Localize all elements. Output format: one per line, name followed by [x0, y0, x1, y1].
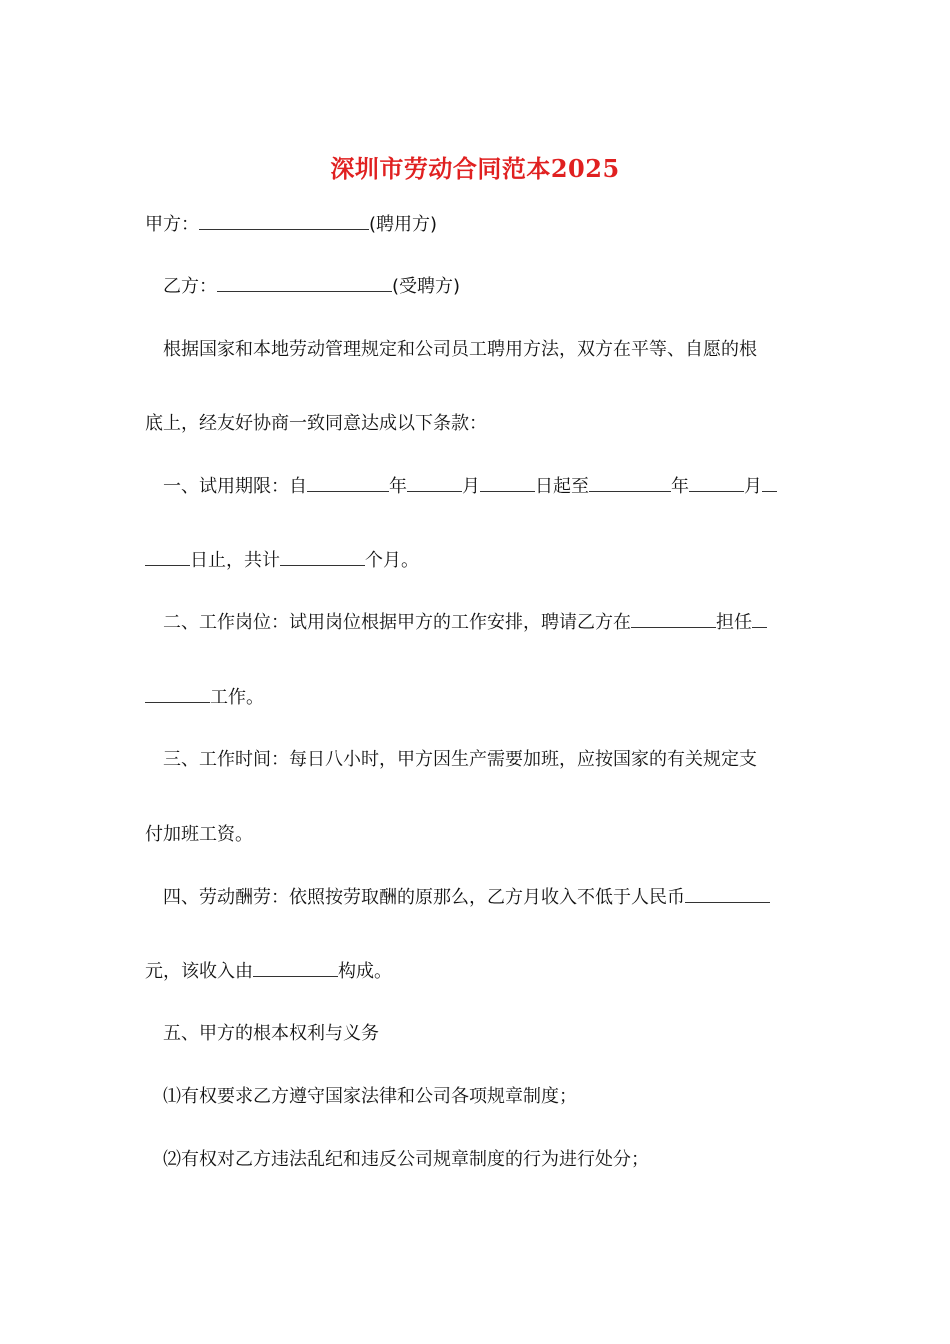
document-title: 深圳市劳动合同范本2025	[330, 154, 620, 183]
party-b-line	[163, 273, 460, 301]
start-year-blank	[307, 475, 389, 492]
clause-1-text-d: 日起至	[535, 476, 589, 497]
end-month-blank	[689, 475, 744, 492]
end-day-blank	[145, 549, 190, 566]
clause-1-text-h: 个月。	[365, 550, 419, 571]
party-b-blank	[217, 275, 392, 292]
party-b-label: 乙方：	[163, 276, 217, 297]
clause-1-line-1	[163, 473, 777, 501]
clause-2-text-c: 工作。	[210, 687, 264, 708]
end-year-blank	[589, 475, 671, 492]
clause-4-line-1	[163, 884, 770, 912]
clause-5-item-1: ⑴有权要求乙方遵守国家法律和公司各项规章制度；	[163, 1086, 577, 1107]
clause-5-item-2: ⑵有权对乙方违法乱纪和违反公司规章制度的行为进行处分；	[163, 1149, 649, 1170]
clause-3-line-2: 付加班工资。	[145, 824, 253, 845]
clause-3-line-1: 三、工作时间：每日八小时，甲方因生产需要加班，应按国家的有关规定支	[163, 749, 757, 770]
start-day-blank	[480, 475, 535, 492]
intro-line-1: 根据国家和本地劳动管理规定和公司员工聘用方法，双方在平等、自愿的根	[163, 339, 757, 360]
clause-4-line-2	[145, 958, 392, 986]
clause-1-text-c: 月	[462, 476, 480, 497]
clause-2-line-1	[163, 609, 767, 637]
work-location-blank	[631, 611, 716, 628]
clause-2-line-2	[145, 684, 264, 712]
clause-1-text-e: 年	[671, 476, 689, 497]
clause-4-text-a: 四、劳动酬劳：依照按劳取酬的原那么，乙方月收入不低于人民币	[163, 887, 685, 908]
start-month-blank	[407, 475, 462, 492]
months-total-blank	[280, 549, 365, 566]
clause-1-text-b: 年	[389, 476, 407, 497]
clause-1-line-2	[145, 547, 419, 575]
party-a-blank	[199, 213, 369, 230]
clause-2-text-a: 二、工作岗位：试用岗位根据甲方的工作安排，聘请乙方在	[163, 612, 631, 633]
salary-amount-blank	[685, 886, 770, 903]
party-a-label: 甲方：	[145, 214, 199, 235]
clause-2-text-b: 担任	[716, 612, 752, 633]
clause-5-heading: 五、甲方的根本权利与义务	[163, 1023, 379, 1044]
clause-1-text-g: 日止，共计	[190, 550, 280, 571]
clause-1-text-f: 月	[744, 476, 762, 497]
job-position-blank	[145, 686, 210, 703]
clause-4-text-b: 元，该收入由	[145, 961, 253, 982]
intro-line-2: 底上，经友好协商一致同意达成以下条款：	[145, 413, 487, 434]
clause-4-text-c: 构成。	[338, 961, 392, 982]
job-position-blank-start	[752, 611, 767, 628]
party-b-suffix: (受聘方)	[392, 276, 461, 297]
end-day-blank-start	[762, 475, 777, 492]
party-a-suffix: (聘用方)	[369, 214, 438, 235]
salary-composition-blank	[253, 960, 338, 977]
clause-1-text-a: 一、试用期限：自	[163, 476, 307, 497]
party-a-line	[145, 211, 437, 239]
